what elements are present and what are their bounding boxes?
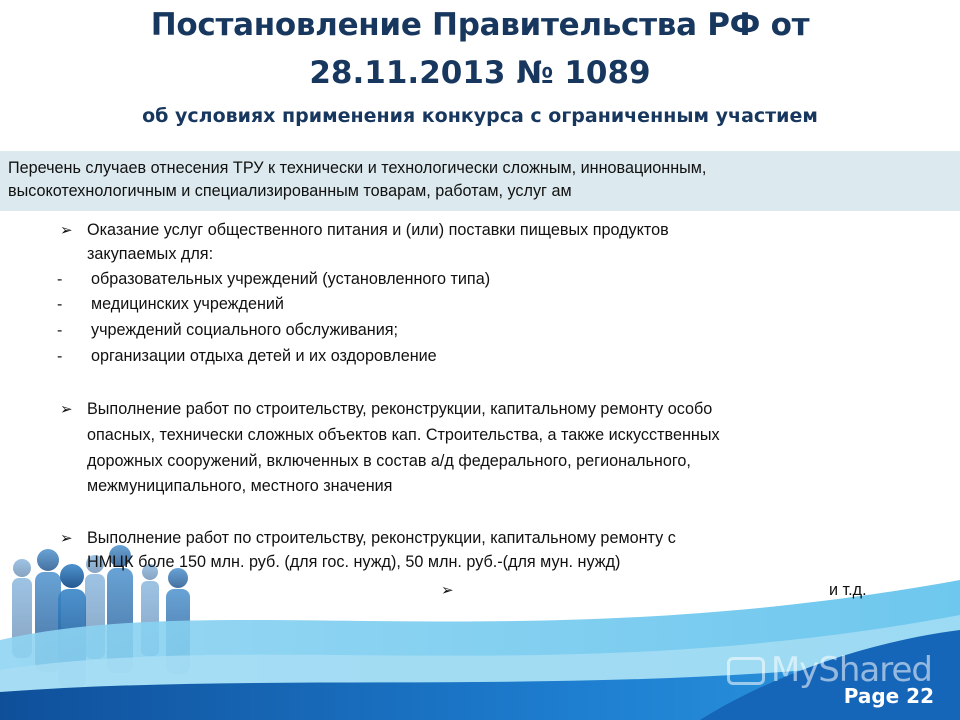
arrow-bullet-icon: ➢ <box>60 530 73 547</box>
item-3-line-1: Выполнение работ по строительству, реконструкции, капитальному ремонту с <box>87 529 676 547</box>
dash-bullet: - <box>57 322 63 339</box>
dash-bullet: - <box>57 271 63 288</box>
page-number: Page 22 <box>843 684 934 708</box>
item-1-sub-3: учреждений социального обслуживания; <box>91 321 399 339</box>
item-1-sub-4: организации отдыха детей и их оздоровление <box>91 347 437 365</box>
slide-title <box>0 2 960 96</box>
intro-box <box>0 151 960 211</box>
dash-bullet: - <box>57 296 63 313</box>
myshared-logo-icon <box>727 657 765 685</box>
item-1-sub-2: медицинских учреждений <box>91 295 284 313</box>
item-2-line-2: опасных, технически сложных объектов кап. Строительства, а также искусственных <box>87 426 720 444</box>
item-2-line-3: дорожных сооружений, включенных в состав а/д федерального, регионального, <box>87 452 691 470</box>
item-2-line-4: межмуниципального, местного значения <box>87 477 393 495</box>
etc-text: и т.д. <box>829 581 867 599</box>
item-1-line-2: закупаемых для: <box>87 245 214 263</box>
arrow-bullet-icon: ➢ <box>60 401 73 418</box>
watermark-text: MyShared <box>770 650 932 690</box>
item-2-line-1: Выполнение работ по строительству, реконструкции, капитальному ремонту особо <box>87 400 713 418</box>
intro-line-1: Перечень случаев отнесения ТРУ к технически и технологически сложным, инновационным, <box>8 159 707 177</box>
item-3-line-2: НМЦК боле 150 млн. руб. (для гос. нужд), 50 млн. руб.-(для мун. нужд) <box>87 553 621 571</box>
arrow-bullet-icon: ➢ <box>441 582 454 599</box>
title-line-2: 28.11.2013 № 1089 <box>309 55 651 91</box>
item-1-sub-1: образовательных учреждений (установленного типа) <box>91 270 491 288</box>
title-line-1: Постановление Правительства РФ от <box>150 7 810 43</box>
item-1-line-1: Оказание услуг общественного питания и (или) поставки пищевых продуктов <box>87 221 669 239</box>
intro-line-2: высокотехнологичным и специализированным товарам, работам, услуг ам <box>8 182 572 200</box>
arrow-bullet-icon: ➢ <box>60 222 73 239</box>
slide-subtitle: об условиях применения конкурса с ограниченным участием <box>142 105 818 127</box>
dash-bullet: - <box>57 348 63 365</box>
